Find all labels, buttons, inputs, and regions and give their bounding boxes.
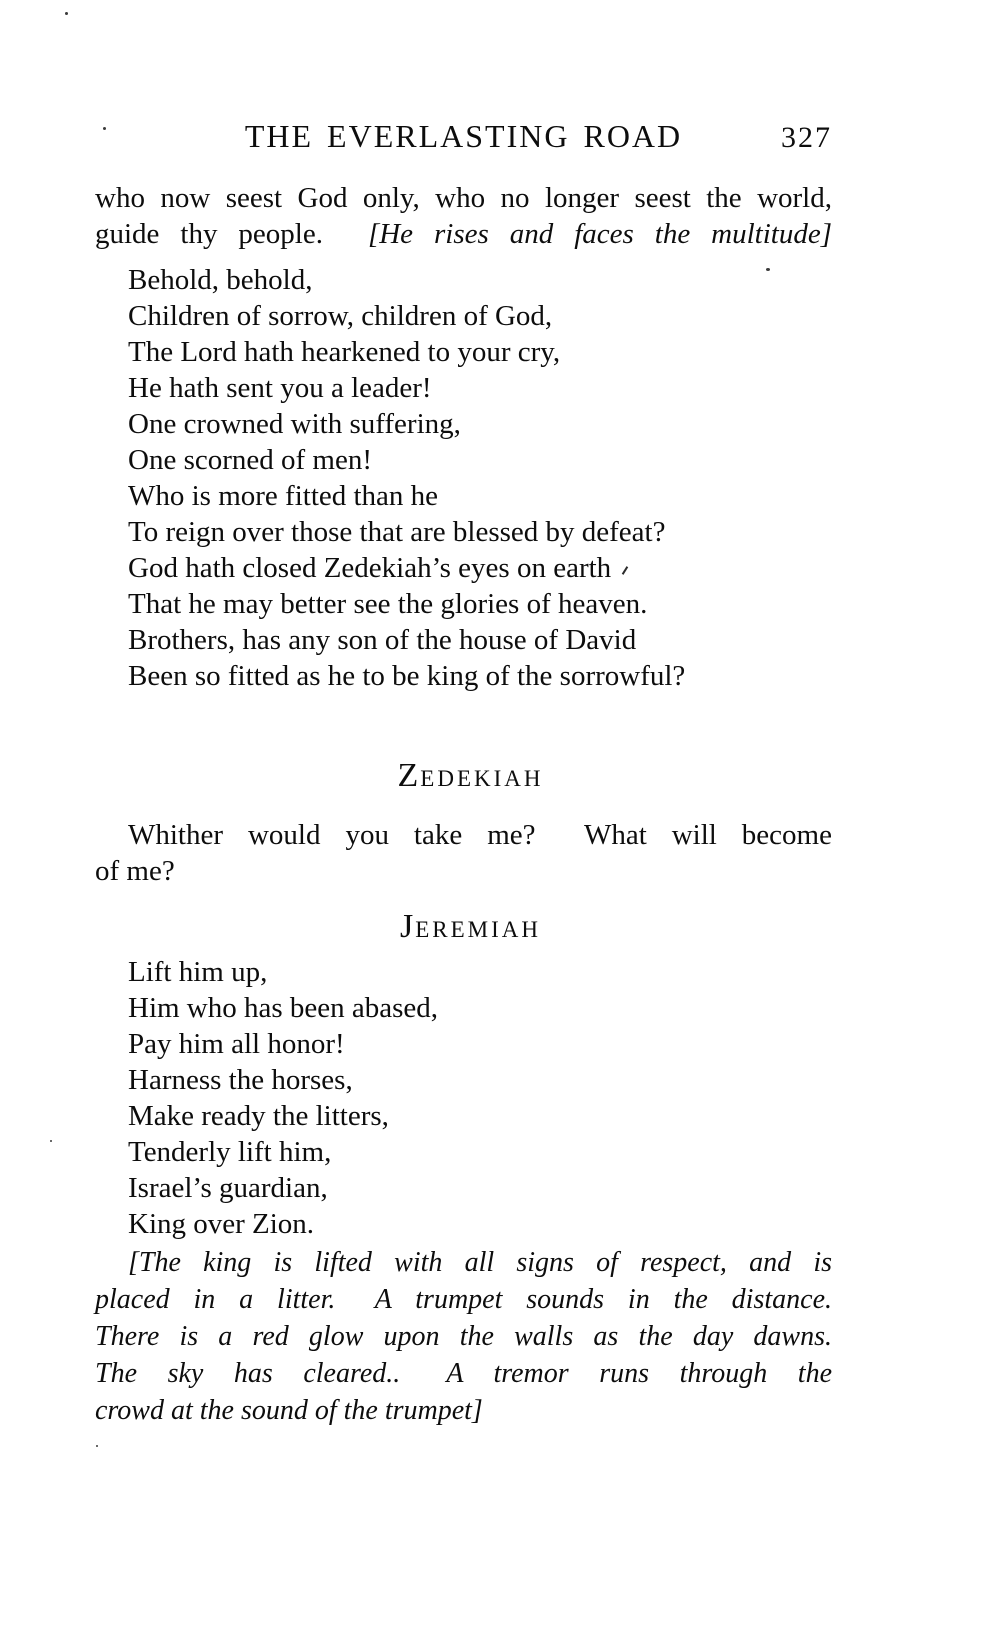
verse-line-text: God hath closed Zedekiah’s eyes on earth [128,552,612,584]
stage-direction-line: There is a red glow upon the walls as the day dawns. [95,1321,832,1352]
stage-direction-text: A tremor runs through the [446,1358,832,1389]
stage-direction-line: [The king is lifted with all signs of respect, and is [128,1247,832,1278]
closing-stage-direction [95,1244,832,1429]
verse-line: Make ready the litters, [128,1100,389,1132]
verse-line: That he may better see the glories of heaven. [128,588,648,620]
scan-speck [65,12,68,15]
opening-speech [95,180,832,252]
stage-direction-line: crowd at the sound of the trumpet] [95,1395,483,1426]
stage-direction-line [95,1281,832,1318]
verse-line: King over Zion. [128,1208,315,1240]
verse-block-2 [128,954,832,1242]
dialogue-text: What will become [583,819,832,851]
page-number: 327 [781,121,832,154]
opening-speech-line [95,216,832,252]
verse-line: The Lord hath hearkened to your cry, [128,336,561,368]
running-head [95,118,832,154]
verse-line [128,550,832,586]
scan-speck [96,1445,98,1447]
verse-line: Harness the horses, [128,1064,353,1096]
inline-stage-direction: [He rises and faces the multitude] [367,218,832,250]
scan-speck [766,268,770,271]
verse-line: Brothers, has any son of the house of David [128,624,637,656]
verse-line: One scorned of men! [128,444,372,476]
verse-line: Behold, behold, [128,264,313,296]
dialogue-text: Whither would you take me? [128,819,536,851]
stage-direction-text: A trumpet sounds in the distance. [374,1284,832,1315]
verse-line: Children of sorrow, children of God, [128,300,553,332]
verse-block-1 [128,262,832,694]
dialogue-line [95,817,832,853]
stray-mark [622,566,628,575]
verse-line: Him who has been abased, [128,992,439,1024]
dialogue-line: of me? [95,855,175,887]
opening-speech-line: who now seest God only, who no longer seest the world, [95,182,832,214]
verse-line: To reign over those that are blessed by defeat? [128,516,666,548]
stage-direction-text: placed in a litter. [95,1284,336,1315]
verse-line: Lift him up, [128,956,268,988]
zedekiah-speech [95,817,832,889]
speaker-heading-zedekiah: ZEDEKIAH [397,757,544,794]
stage-direction-text: The sky has cleared.. [95,1358,401,1389]
scan-speck [50,1140,52,1142]
verse-line: Tenderly lift him, [128,1136,332,1168]
verse-line: One crowned with suffering, [128,408,461,440]
speech-text: guide thy people. [95,218,323,250]
page-title: THE EVERLASTING ROAD [244,118,683,154]
speaker-heading-jeremiah: JEREMIAH [399,908,541,945]
verse-line: Pay him all honor! [128,1028,345,1060]
verse-line: Who is more fitted than he [128,480,439,512]
verse-line: Been so fitted as he to be king of the sorrowful? [128,660,686,692]
verse-line: He hath sent you a leader! [128,372,432,404]
stage-direction-line [95,1355,832,1392]
verse-line: Israel’s guardian, [128,1172,328,1204]
